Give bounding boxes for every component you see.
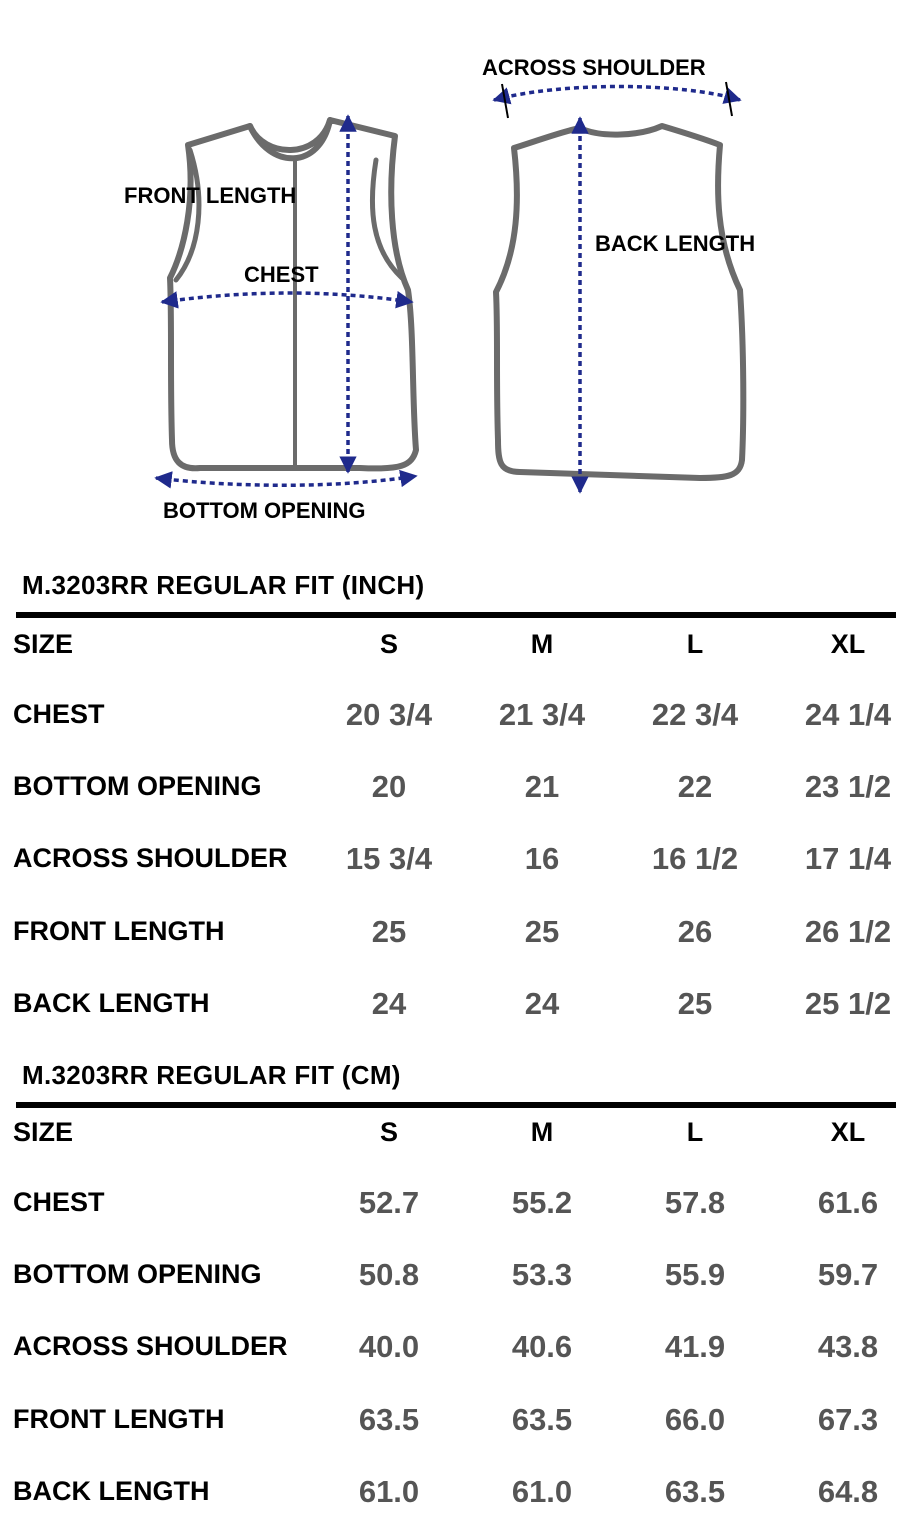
cell-value: 41.9 (664, 1329, 726, 1364)
table-row (0, 1259, 908, 1299)
cell-value: 50.8 (358, 1257, 420, 1292)
cell-value: 16 1/2 (651, 841, 739, 876)
cell-value: 67.3 (817, 1402, 879, 1437)
cell-value: 25 (371, 914, 407, 949)
cell-value: 43.8 (817, 1329, 879, 1364)
bottom-opening-label: BOTTOM OPENING (163, 498, 366, 523)
cell-value: 59.7 (817, 1257, 879, 1292)
row-label: FRONT LENGTH (13, 1404, 225, 1434)
cell-value: 25 1/2 (804, 986, 892, 1021)
cell-value: 40.0 (358, 1329, 420, 1364)
row-label: CHEST (13, 699, 105, 729)
size-xl: XL (830, 1117, 866, 1147)
cell-value: 63.5 (511, 1402, 573, 1437)
cell-value: 25 (677, 986, 713, 1021)
cell-value: 40.6 (511, 1329, 573, 1364)
table-row (0, 843, 908, 883)
cell-value: 61.0 (511, 1474, 573, 1509)
row-label: CHEST (13, 1187, 105, 1217)
row-label: ACROSS SHOULDER (13, 843, 288, 873)
size-l: L (686, 629, 704, 659)
row-label: BACK LENGTH (13, 1476, 210, 1506)
row-label: BOTTOM OPENING (13, 771, 262, 801)
row-label: BOTTOM OPENING (13, 1259, 262, 1289)
table-row (0, 1404, 908, 1444)
cell-value: 26 1/2 (804, 914, 892, 949)
cell-value: 24 1/4 (804, 697, 892, 732)
measurement-arrows (156, 87, 740, 493)
size-l: L (686, 1117, 704, 1147)
size-s: S (379, 1117, 398, 1147)
cell-value: 25 (524, 914, 560, 949)
cell-value: 63.5 (358, 1402, 420, 1437)
size-xl: XL (830, 629, 866, 659)
cell-value: 24 (371, 986, 407, 1021)
cm-table-title: M.3203RR REGULAR FIT (CM) (22, 1060, 401, 1090)
table-row (0, 1187, 908, 1227)
table-row (0, 1331, 908, 1371)
cell-value: 26 (677, 914, 713, 949)
row-label: BACK LENGTH (13, 988, 210, 1018)
cell-value: 64.8 (817, 1474, 879, 1509)
cell-value: 23 1/2 (804, 769, 892, 804)
back-length-label: BACK LENGTH (595, 231, 756, 256)
cell-value: 17 1/4 (804, 841, 892, 876)
back-vest-drawing (496, 126, 743, 478)
size-m: M (530, 1117, 554, 1147)
inch-header-row (0, 629, 908, 669)
cell-value: 24 (524, 986, 560, 1021)
table-row (0, 1476, 908, 1516)
table-row (0, 699, 908, 739)
cell-value: 55.9 (664, 1257, 726, 1292)
bottom-opening-arrow (156, 476, 416, 485)
cell-value: 15 3/4 (345, 841, 433, 876)
shoulder-tick-marks (502, 82, 732, 118)
table-row (0, 771, 908, 811)
across-shoulder-label: ACROSS SHOULDER (482, 55, 706, 80)
size-header-label: SIZE (13, 1117, 74, 1147)
front-vest-drawing (170, 120, 416, 468)
inch-table-title: M.3203RR REGULAR FIT (INCH) (22, 570, 425, 600)
cell-value: 22 (677, 769, 713, 804)
cm-header-row (0, 1117, 908, 1157)
cell-value: 52.7 (358, 1185, 420, 1220)
vest-measurement-diagram (0, 0, 908, 540)
cell-value: 21 3/4 (498, 697, 586, 732)
cell-value: 16 (524, 841, 560, 876)
row-label: FRONT LENGTH (13, 916, 225, 946)
cell-value: 55.2 (511, 1185, 573, 1220)
cell-value: 20 (371, 769, 407, 804)
cell-value: 22 3/4 (651, 697, 739, 732)
cell-value: 66.0 (664, 1402, 726, 1437)
cell-value: 61.6 (817, 1185, 879, 1220)
across-shoulder-arrow (494, 87, 740, 101)
cm-table-rule (16, 1102, 896, 1108)
cell-value: 63.5 (664, 1474, 726, 1509)
size-s: S (379, 629, 398, 659)
chest-arrow (162, 293, 412, 302)
row-label: ACROSS SHOULDER (13, 1331, 288, 1361)
size-header-label: SIZE (13, 629, 74, 659)
table-row (0, 988, 908, 1028)
cell-value: 20 3/4 (345, 697, 433, 732)
inch-table-rule (16, 612, 896, 618)
size-m: M (530, 629, 554, 659)
chest-label: CHEST (244, 262, 319, 287)
cell-value: 21 (524, 769, 560, 804)
cell-value: 53.3 (511, 1257, 573, 1292)
front-length-label: FRONT LENGTH (124, 183, 297, 208)
cell-value: 57.8 (664, 1185, 726, 1220)
table-row (0, 916, 908, 956)
cell-value: 61.0 (358, 1474, 420, 1509)
